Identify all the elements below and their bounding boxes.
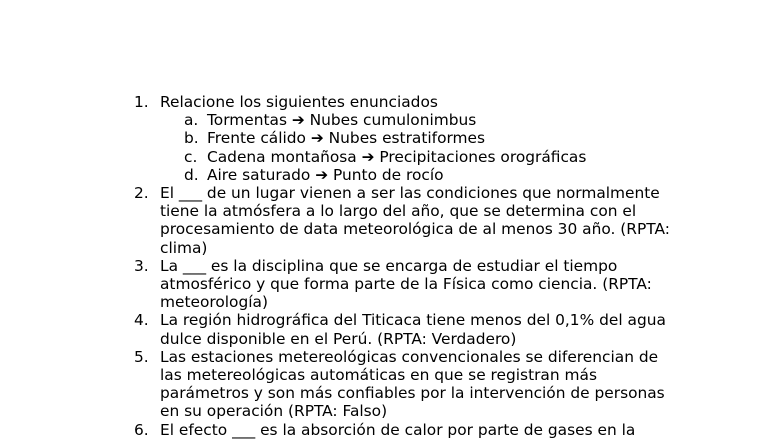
question-text: La región hidrográfica del Titicaca tiene menos del 0,1% del agua dulce disponible en el Perú. (RPTA: Verdadero) xyxy=(160,311,666,348)
question-number: 6. xyxy=(134,420,149,439)
sub-item-d xyxy=(160,166,675,184)
sub-item-text: Aire saturado ➔ Punto de rocío xyxy=(207,165,444,184)
question-number: 1. xyxy=(134,93,149,111)
question-1 xyxy=(0,93,675,184)
sub-item-letter: d. xyxy=(184,165,199,184)
question-text-before: La xyxy=(160,256,179,275)
question-6 xyxy=(0,421,675,439)
answer-blank: ___ xyxy=(178,184,203,203)
answer-blank: ___ xyxy=(182,256,207,275)
sub-item-c xyxy=(160,148,675,166)
question-text-after: es la disciplina que se encarga de estudiar el tiempo atmosférico y que forma parte de la Física como ciencia. (RPTA: meteorología) xyxy=(160,256,652,312)
question-text-after: es la absorción de calor por parte de gases en la xyxy=(260,420,636,439)
sub-item-text: Tormentas ➔ Nubes cumulonimbus xyxy=(207,111,477,130)
question-number: 3. xyxy=(134,256,149,275)
question-4 xyxy=(0,311,675,347)
sub-item-b xyxy=(160,129,675,147)
question-2 xyxy=(0,184,675,257)
sub-item-list xyxy=(160,111,675,184)
sub-item-letter: a. xyxy=(184,111,199,130)
question-text: Relacione los siguientes enunciados xyxy=(160,93,438,111)
document-page xyxy=(0,93,784,439)
question-number: 4. xyxy=(134,311,149,330)
question-text-before: El xyxy=(160,184,175,203)
question-text-before: El efecto xyxy=(160,420,228,439)
question-text-after: de un lugar vienen a ser las condiciones que normalmente tiene la atmósfera a lo largo del año, que se determina con el procesamiento de data meteorológica de al menos 30 año. (RPTA: clima) xyxy=(160,184,670,257)
question-3 xyxy=(0,257,675,312)
question-number: 2. xyxy=(134,184,149,203)
sub-item-text: Frente cálido ➔ Nubes estratiformes xyxy=(207,129,486,148)
sub-item-letter: b. xyxy=(184,129,199,148)
question-number: 5. xyxy=(134,347,149,366)
question-list xyxy=(0,93,784,439)
sub-item-text: Cadena montañosa ➔ Precipitaciones orográficas xyxy=(207,147,587,166)
sub-item-letter: c. xyxy=(184,147,198,166)
question-text: Las estaciones metereológicas convencionales se diferencian de las metereológicas automáticas en que se registran más parámetros y son más confiables por la intervención de personas en su operación (RPTA: Falso) xyxy=(160,347,665,421)
sub-item-a xyxy=(160,111,675,129)
question-5 xyxy=(0,348,675,421)
answer-blank: ___ xyxy=(232,420,256,439)
